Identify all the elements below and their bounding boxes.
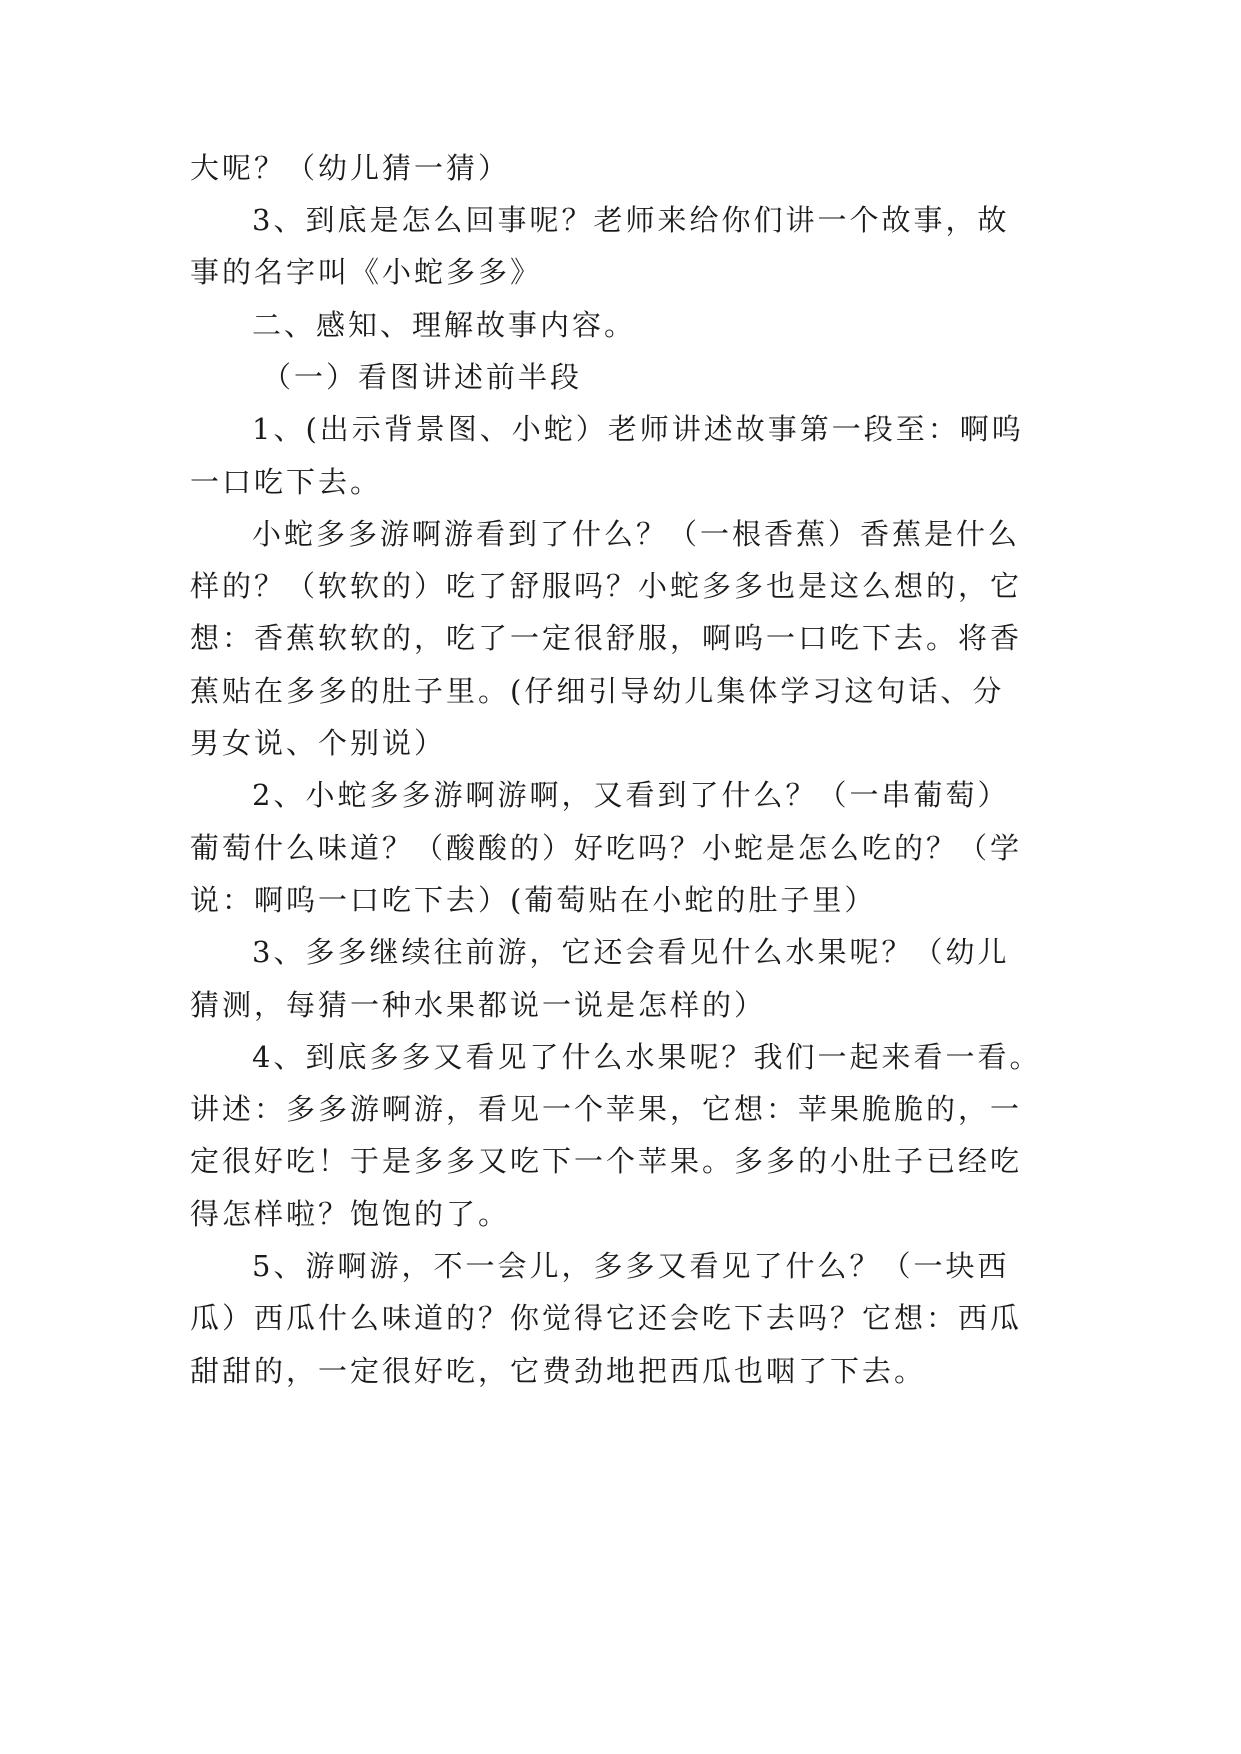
text-line-2: 3、到底是怎么回事呢？老师来给你们讲一个故事，故 bbox=[252, 203, 1010, 237]
text-line-18: 4、到底多多又看见了什么水果呢？我们一起来看一看。 bbox=[252, 1040, 1042, 1074]
text-line-20: 定很好吃！于是多多又吃下一个苹果。多多的小肚子已经吃 bbox=[190, 1144, 1023, 1178]
text-line-1: 大呢？（幼儿猜一猜） bbox=[190, 151, 511, 185]
text-line-17: 猜测，每猜一种水果都说一说是怎样的） bbox=[190, 988, 767, 1022]
text-line-8: 小蛇多多游啊游看到了什么？（一根香蕉）香蕉是什么 bbox=[252, 517, 1021, 551]
text-line-12: 男女说、个别说） bbox=[190, 726, 447, 760]
text-line-19: 讲述：多多游啊游，看见一个苹果，它想：苹果脆脆的，一 bbox=[190, 1092, 1023, 1126]
text-line-15: 说：啊呜一口吃下去）(葡萄贴在小蛇的肚子里） bbox=[190, 883, 877, 917]
text-line-7: 一口吃下去。 bbox=[190, 465, 383, 499]
text-line-11: 蕉贴在多多的肚子里。(仔细引导幼儿集体学习这句话、分 bbox=[190, 674, 1005, 708]
text-line-9: 样的？（软软的）吃了舒服吗？小蛇多多也是这么想的，它 bbox=[190, 569, 1023, 603]
text-line-21: 得怎样啦？饱饱的了。 bbox=[190, 1197, 511, 1231]
text-line-14: 葡萄什么味道？（酸酸的）好吃吗？小蛇是怎么吃的？（学 bbox=[190, 831, 1023, 865]
subsection-heading: （一）看图讲述前半段 bbox=[262, 360, 583, 394]
text-line-22: 5、游啊游，不一会儿，多多又看见了什么？（一块西 bbox=[252, 1249, 1010, 1283]
text-line-3: 事的名字叫《小蛇多多》 bbox=[190, 255, 543, 289]
text-line-23: 瓜）西瓜什么味道的？你觉得它还会吃下去吗？它想：西瓜 bbox=[190, 1301, 1023, 1335]
section-heading: 二、感知、理解故事内容。 bbox=[252, 308, 637, 342]
text-line-24: 甜甜的，一定很好吃，它费劲地把西瓜也咽了下去。 bbox=[190, 1354, 927, 1388]
text-line-13: 2、小蛇多多游啊游啊，又看到了什么？（一串葡萄） bbox=[252, 778, 1010, 812]
text-line-10: 想：香蕉软软的，吃了一定很舒服，啊呜一口吃下去。将香 bbox=[190, 621, 1023, 655]
text-line-6: 1、(出示背景图、小蛇）老师讲述故事第一段至：啊呜 bbox=[252, 412, 1024, 446]
text-line-16: 3、多多继续往前游，它还会看见什么水果呢？（幼儿 bbox=[252, 935, 1010, 969]
